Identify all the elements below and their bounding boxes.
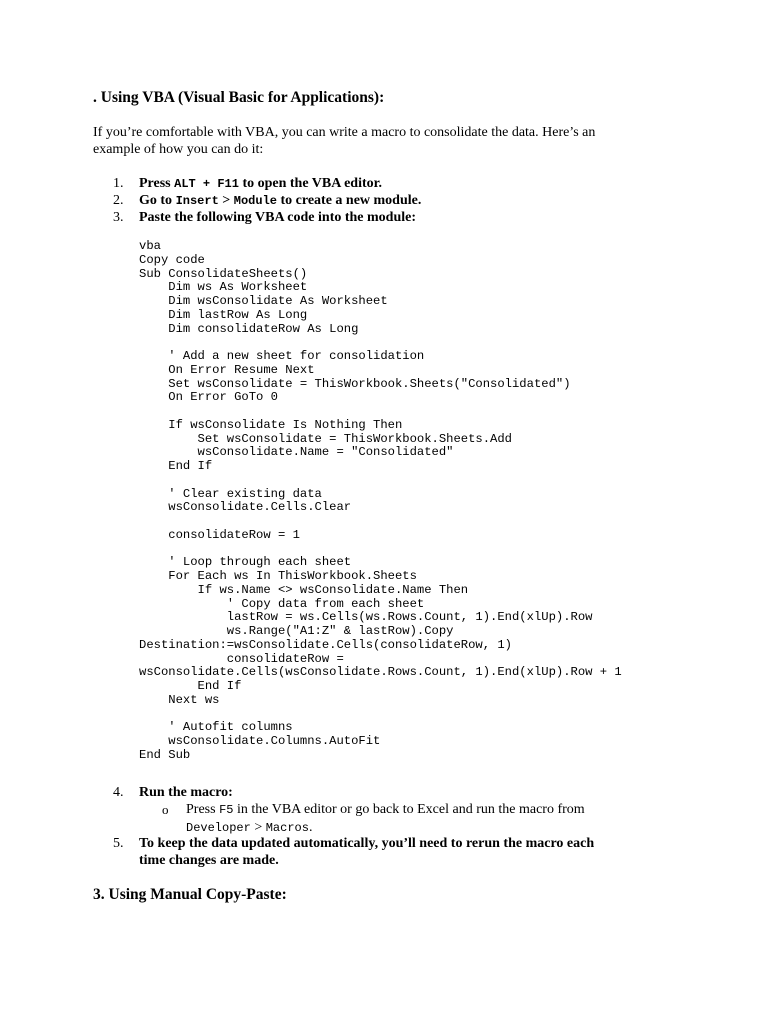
code-line: Dim wsConsolidate As Worksheet xyxy=(139,294,388,308)
code-line: If ws.Name <> wsConsolidate.Name Then xyxy=(139,582,469,597)
step-2-sep: > xyxy=(218,193,234,208)
step-2-number: 2. xyxy=(113,193,124,208)
run-key-developer: Developer xyxy=(186,821,251,835)
intro-line-1: If you’re comfortable with VBA, you can write a macro to consolidate the data. Here’s an xyxy=(93,125,596,140)
code-line: Dim ws As Worksheet xyxy=(139,280,308,295)
code-line: vba xyxy=(139,239,161,253)
code-line: consolidateRow = 1 xyxy=(139,527,300,542)
step-4: Run the macro: xyxy=(139,785,233,800)
code-line: ' Copy data from each sheet xyxy=(139,596,425,611)
vba-section-heading: . Using VBA (Visual Basic for Applications): xyxy=(93,89,385,106)
step-2-pre: Go to xyxy=(139,193,176,208)
step-3: Paste the following VBA code into the module: xyxy=(139,210,417,225)
step-1 xyxy=(139,175,659,193)
code-line: wsConsolidate.Name = "Consolidated" xyxy=(139,445,454,460)
code-line: wsConsolidate.Columns.AutoFit xyxy=(139,734,381,748)
intro-line-2: example of how you can do it: xyxy=(93,142,264,157)
step-5-line-2: time changes are made. xyxy=(139,853,279,868)
step-2-key-module: Module xyxy=(233,194,277,208)
sub-bullet-marker: o xyxy=(162,802,169,817)
step-5-line-1: To keep the data updated automatically, you’ll need to rerun the macro each xyxy=(139,836,595,851)
code-line: End If xyxy=(139,459,213,473)
code-line: Next ws xyxy=(139,692,220,707)
code-line: Set wsConsolidate = ThisWorkbook.Sheets("Consolidated") xyxy=(139,376,571,391)
step-1-pre: Press xyxy=(139,176,175,191)
run-key-f5: F5 xyxy=(219,803,234,817)
run-macro-instructions xyxy=(186,801,646,837)
step-4-number: 4. xyxy=(113,785,124,800)
vba-code-block xyxy=(139,240,622,763)
step-1-post: to open the VBA editor. xyxy=(238,176,383,191)
code-line: Copy code xyxy=(139,252,205,267)
code-line: If wsConsolidate Is Nothing Then xyxy=(139,417,403,432)
run-key-macros: Macros xyxy=(265,821,309,835)
code-line: ws.Range("A1:Z" & lastRow).Copy xyxy=(139,624,454,638)
run-end: . xyxy=(308,820,313,835)
code-line: For Each ws In ThisWorkbook.Sheets xyxy=(139,569,417,583)
run-sep: > xyxy=(250,820,266,835)
step-5-number: 5. xyxy=(113,836,124,851)
code-line: ' Clear existing data xyxy=(139,486,322,501)
step-2-post: to create a new module. xyxy=(276,193,422,208)
code-line: On Error Resume Next xyxy=(139,362,315,377)
step-2-key-insert: Insert xyxy=(175,194,219,208)
step-3-number: 3. xyxy=(113,210,124,225)
code-line: wsConsolidate.Cells(wsConsolidate.Rows.Count, 1).End(xlUp).Row + 1 xyxy=(139,665,622,680)
code-line: Dim lastRow As Long xyxy=(139,307,308,322)
code-line: End If xyxy=(139,679,242,693)
code-line: Destination:=wsConsolidate.Cells(consolidateRow, 1) xyxy=(139,637,512,652)
step-2 xyxy=(139,192,659,210)
step-1-key: ALT + F11 xyxy=(174,177,239,191)
code-line: Sub ConsolidateSheets() xyxy=(139,266,308,281)
code-line: ' Add a new sheet for consolidation xyxy=(139,349,425,363)
step-5 xyxy=(139,835,659,869)
code-line: consolidateRow = xyxy=(139,651,344,666)
manual-section-heading: 3. Using Manual Copy-Paste: xyxy=(93,886,287,903)
code-line: lastRow = ws.Cells(ws.Rows.Count, 1).End(xlUp).Row xyxy=(139,610,593,625)
run-pre: Press xyxy=(186,802,220,817)
step-1-number: 1. xyxy=(113,176,124,191)
code-line: End Sub xyxy=(139,747,191,762)
code-line: ' Autofit columns xyxy=(139,720,293,735)
code-line: ' Loop through each sheet xyxy=(139,555,352,570)
code-line: Set wsConsolidate = ThisWorkbook.Sheets.Add xyxy=(139,431,512,446)
run-mid: in the VBA editor or go back to Excel and run the macro from xyxy=(233,802,585,817)
code-line: Dim consolidateRow As Long xyxy=(139,321,359,336)
code-line: wsConsolidate.Cells.Clear xyxy=(139,500,352,515)
code-line: On Error GoTo 0 xyxy=(139,390,278,405)
